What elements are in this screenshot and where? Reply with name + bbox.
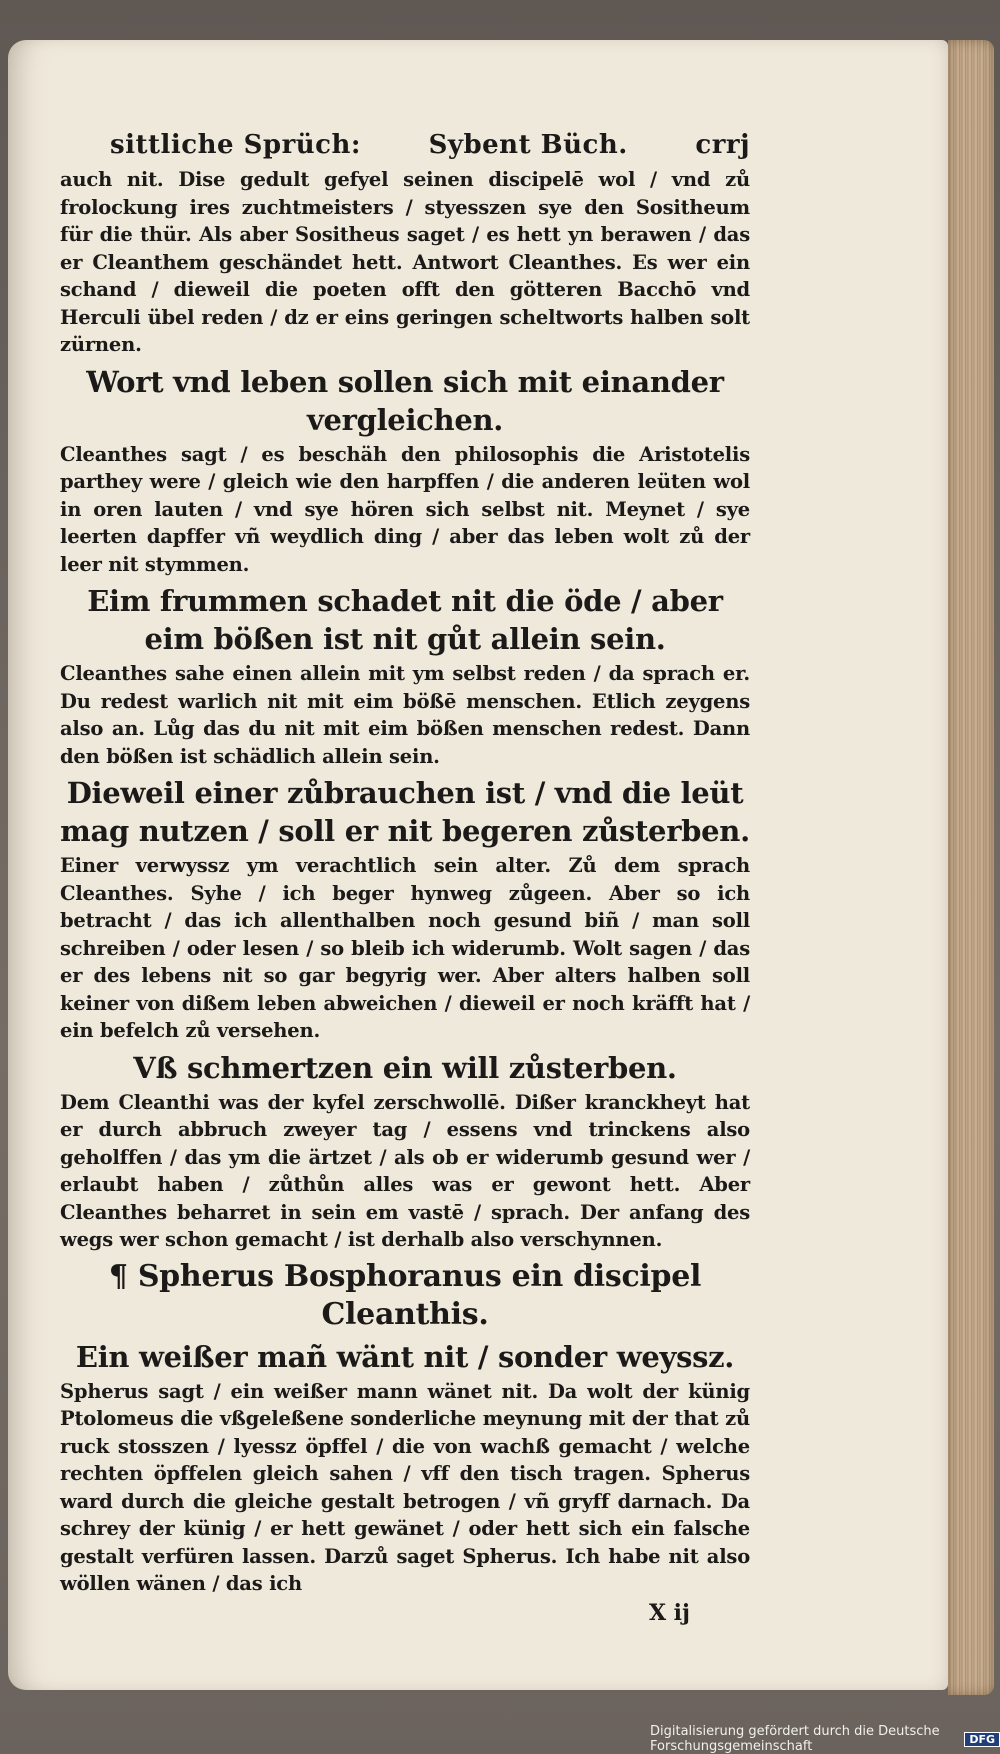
- section-heading: Eim frummen schadet nit die öde / aber eim bößen ist nit gůt allein sein.: [87, 584, 723, 656]
- page-text: [60, 130, 750, 1626]
- folio-number: crrj: [695, 130, 750, 160]
- paragraph: Cleanthes sahe einen allein mit ym selbst reden / da sprach er. Du redest warlich nit mit eim bößē menschen. Etlich zeygens also an. Lůg das du nit mit eim bößen menschen redest. Dann den bößen ist schädlich allein sein.: [60, 662, 750, 768]
- running-head-left: sittliche Sprüch:: [110, 130, 362, 160]
- dfg-logo-icon: DFG: [964, 1732, 1000, 1747]
- paragraph: Spherus sagt / ein weißer mann wänet nit. Da wolt der künig Ptolomeus die vßgeleßene sonderliche meynung mit der that zů ruck stosszen / lyessz öpffel / die von wachß gemacht / welche rechten öpffelen gleich sahen / vff den tisch tragen. Spherus ward durch die gleiche gestalt betrogen / vñ gryff darnach. Da schrey der künig / er hett gewänet / oder hett sich ein falsche gestalt verfüren lassen. Darzů saget Spherus. Ich habe nit also wöllen wänen / das ich: [60, 1379, 750, 1595]
- paragraph: Dem Cleanthi was der kyfel zerschwollē. Dißer kranckheyt hat er durch abbruch zweyer tag / essens vnd trinckens also geholffen / das ym die ärtzet / als ob er widerumb gesund wer / erlaubt haben / zůthůn alles was er gewont hett. Aber Cleanthes beharret in sein em vastē / sprach. Der anfang des wegs wer schon gemacht / ist derhalb also verschynnen.: [60, 1090, 750, 1251]
- digitization-footer: [650, 1724, 1000, 1754]
- chapter-heading: ¶ Spherus Bosphoranus ein discipel Cleanthis.: [108, 1258, 702, 1332]
- section-heading: Dieweil einer zůbrauchen ist / vnd die leüt mag nutzen / soll er nit begeren zůsterben.: [60, 776, 750, 848]
- signature-mark: X ij: [648, 1599, 690, 1626]
- paragraph: Cleanthes sagt / es beschäh den philosophis die Aristotelis parthey were / gleich wie den harpffen / die anderen leüten wol in oren lauten / vnd sye hören sich selbst nit. Meynet / sye leerten dapffer vñ weydlich ding / aber das leben wolt zů der leer nit stymmen.: [60, 442, 750, 576]
- section-heading: Wort vnd leben sollen sich mit einander vergleichen.: [86, 364, 724, 437]
- page-edge: [948, 40, 994, 1695]
- paragraph: auch nit. Dise gedult gefyel seinen discipelē wol / vnd zů frolockung ires zuchtmeisters / styesszen sye den Sositheum für die thür. Als aber Sositheus saget / es hett yn berawen / das er Cleanthem geschändet hett. Antwort Cleanthes. Es wer ein schand / dieweil die poeten offt den götteren Bacchō vnd Herculi übel reden / dz er eins geringen scheltworts halben solt zürnen.: [60, 168, 750, 356]
- footer-credit: Digitalisierung gefördert durch die Deutsche Forschungsgemeinschaft: [650, 1724, 940, 1754]
- running-head: [110, 130, 750, 160]
- paragraph: Einer verwyssz ym verachtlich sein alter. Zů dem sprach Cleanthes. Syhe / ich beger hynweg zůgeen. Aber so ich betracht / das ich allenthalben noch gesund biñ / man soll schreiben / oder lesen / so bleib ich widerumb. Wolt sagen / das er des lebens nit so gar begyrig wer. Aber alters halben soll keiner von dißem leben abweichen / dieweil er noch kräfft hat / ein befelch zů versehen.: [60, 854, 750, 1042]
- section-heading: Vß schmertzen ein will zůsterben.: [133, 1050, 677, 1085]
- running-head-center: Sybent Büch.: [428, 130, 628, 160]
- section-heading: Ein weißer mañ wänt nit / sonder weyssz.: [75, 1339, 735, 1374]
